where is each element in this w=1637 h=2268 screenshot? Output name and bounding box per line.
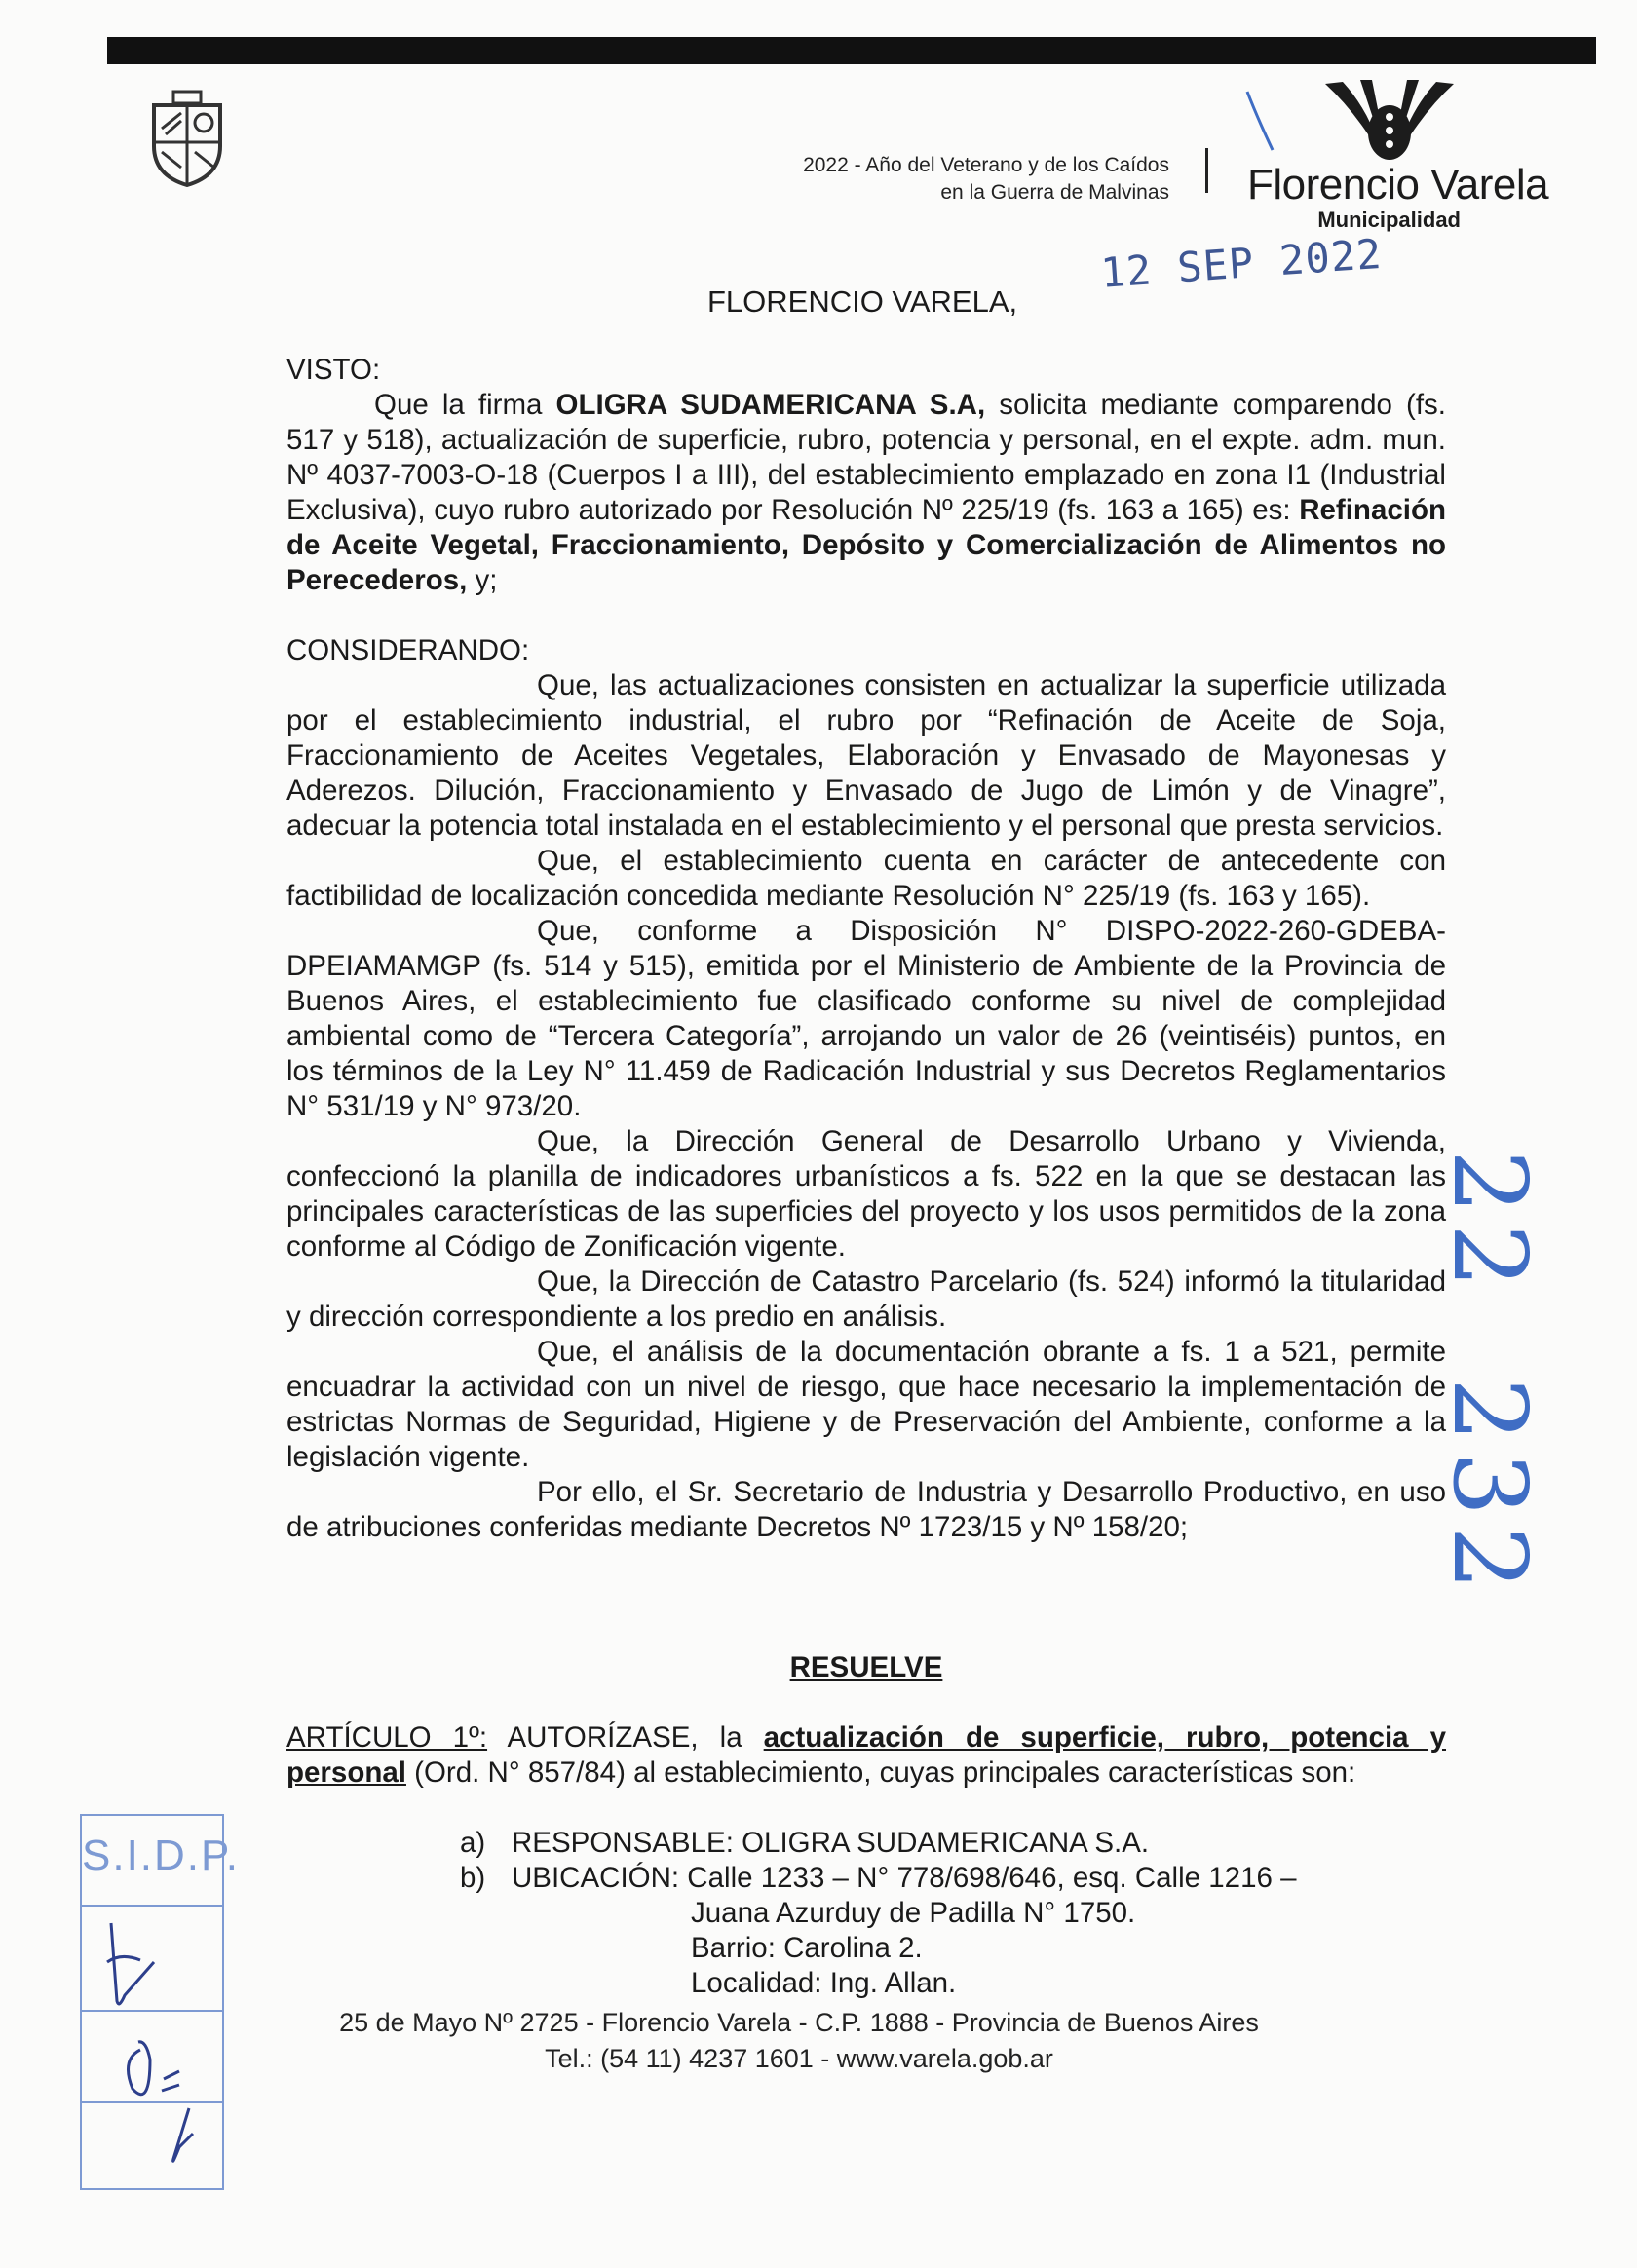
considerando-paragraph: Que, las actualizaciones consisten en actualizar la superficie utilizada por el establecimiento industrial, el rubro por “Refinación de Aceite de Soja, Fraccionamiento de Aceites Vegetales, Elaboración y Envasado de Mayonesas y Aderezos. Dilución, Fraccionamiento y Envasado de Jugo de Limón y de Vinagre”, adecuar la potencia total instalada en el establecimiento y el personal que presta servicios. [286, 669, 1446, 842]
considerando-paragraph: Que, conforme a Disposición N° DISPO-2022-260-GDEBA-DPEIAMAMGP (fs. 514 y 515), emitida por el Ministerio de Ambiente de la Provincia de Buenos Aires, el establecimiento fue clasificado conforme su nivel de complejidad ambiental como de “Tercera Categoría”, arrojando un valor de 26 (veintiséis) puntos, en los términos de la Ley N° 11.459 de Radicación Industrial y sus Decretos Reglamentarios N° 531/19 y N° 973/20. [286, 915, 1446, 1122]
considerando-paragraph: Que, la Dirección de Catastro Parcelario (fs. 524) informó la titularidad y dirección correspondiente a los predio en análisis. [286, 1266, 1446, 1333]
sidp-stamp [80, 1814, 240, 2190]
considerando-paragraph: Que, el análisis de la documentación obrante a fs. 1 a 521, permite encuadrar la actividad con un nivel de riesgo, que hace necesario la implementación de estrictas Normas de Seguridad, Higiene y de Preservación del Ambiente, conforme a la legislación vigente. [286, 1336, 1446, 1473]
address-continuation: Juana Azurduy de Padilla N° 1750. [691, 1897, 1136, 1929]
list-marker: a) [460, 1827, 486, 1859]
header-motto [624, 152, 1169, 207]
list-item-text: RESPONSABLE: OLIGRA SUDAMERICANA S.A. [512, 1827, 1150, 1859]
section-gap [286, 598, 1446, 633]
visto-text-a: Que la firma [374, 389, 556, 421]
municipal-crest-icon [148, 90, 226, 187]
company-name: OLIGRA SUDAMERICANA S.A, [555, 389, 986, 421]
list-marker: b) [460, 1862, 486, 1894]
footer-address: 25 de Mayo Nº 2725 - Florencio Varela - C.P. 1888 - Provincia de Buenos Aires [339, 2008, 1259, 2037]
considerando-paragraph: Que, la Dirección General de Desarrollo Urbano y Vivienda, confeccionó la planilla de indicadores urbanísticos a fs. 522 en la que se destacan las principales características de las superficies del proyecto y los usos permitidos de la zona conforme al Código de Zonificación vigente. [286, 1125, 1446, 1263]
considerando-paragraph: Por ello, el Sr. Secretario de Industria y Desarrollo Productivo, en uso de atribuciones conferidas mediante Decretos Nº 1723/15 y Nº 158/20; [286, 1476, 1446, 1543]
resuelve-heading: RESUELVE [789, 1651, 943, 1683]
header-divider [1205, 148, 1208, 193]
article-label: ARTÍCULO 1º: [286, 1721, 488, 1754]
article-text-c: (Ord. N° 857/84) al establecimiento, cuyas principales características son: [405, 1757, 1356, 1789]
folio-number-part2: 232 [1430, 1378, 1549, 1601]
resolution-body [286, 353, 1446, 2001]
considerando-paragraph: Que, el establecimiento cuenta en carácter de antecedente con factibilidad de localización concedida mediante Resolución N° 225/19 (fs. 163 y 165). [286, 845, 1446, 912]
handwritten-initials [82, 1816, 240, 2188]
header-motto-line1: 2022 - Año del Veterano y de los Caídos [803, 154, 1169, 176]
characteristics-list [286, 1826, 1446, 1896]
list-item [286, 1826, 1446, 1861]
visto-text-e: y; [467, 564, 498, 596]
brand-name: Florencio Varela [1247, 161, 1549, 208]
stamp-title: S.I.D.P. [82, 1832, 240, 1879]
address-neighborhood: Barrio: Carolina 2. [691, 1932, 923, 1964]
date-stamp: 12 SEP 2022 [1099, 229, 1384, 297]
list-item-text: UBICACIÓN: Calle 1233 – N° 778/698/646, esq. Calle 1216 – [512, 1862, 1297, 1894]
document-footer [244, 2005, 1354, 2077]
address-locality: Localidad: Ing. Allan. [691, 1967, 957, 1999]
authorized-activity: Refinación de Aceite Vegetal, Fraccionamiento, Depósito y Comercialización de Alimentos no Perecederos, [286, 494, 1446, 596]
visto-heading: VISTO: [286, 354, 381, 386]
list-item [286, 1861, 1446, 1896]
document-place: FLORENCIO VARELA, [707, 284, 1018, 319]
ink-stroke-mark [1243, 88, 1282, 156]
scan-top-bar [107, 37, 1596, 64]
visto-paragraph [286, 388, 1446, 598]
florencio-varela-logo-icon [1321, 76, 1458, 164]
folio-number-part1: 22 [1430, 1150, 1549, 1299]
brand-subtitle: Municipalidad [1317, 208, 1461, 232]
visto-text-c: solicita mediante comparendo (fs. 517 y 518), actualización de superficie, rubro, potencia y personal, en el expte. adm. mun. Nº 4037-7003-O-18 (Cuerpos I a III), del establecimiento emplazado en zona I1 (Industrial Exclusiva), cuyo rubro autorizado por Resolución Nº 225/19 (fs. 163 a 165) es: [286, 389, 1446, 526]
considerando-heading: CONSIDERANDO: [286, 634, 530, 666]
header-motto-line2: en la Guerra de Malvinas [940, 181, 1169, 204]
article-1 [286, 1720, 1446, 1791]
article-text-a: AUTORÍZASE, la [487, 1721, 764, 1754]
footer-contact: Tel.: (54 11) 4237 1601 - www.varela.gob.ar [545, 2044, 1053, 2073]
article-subject: actualización de superficie, rubro, potencia y personal [286, 1721, 1446, 1789]
